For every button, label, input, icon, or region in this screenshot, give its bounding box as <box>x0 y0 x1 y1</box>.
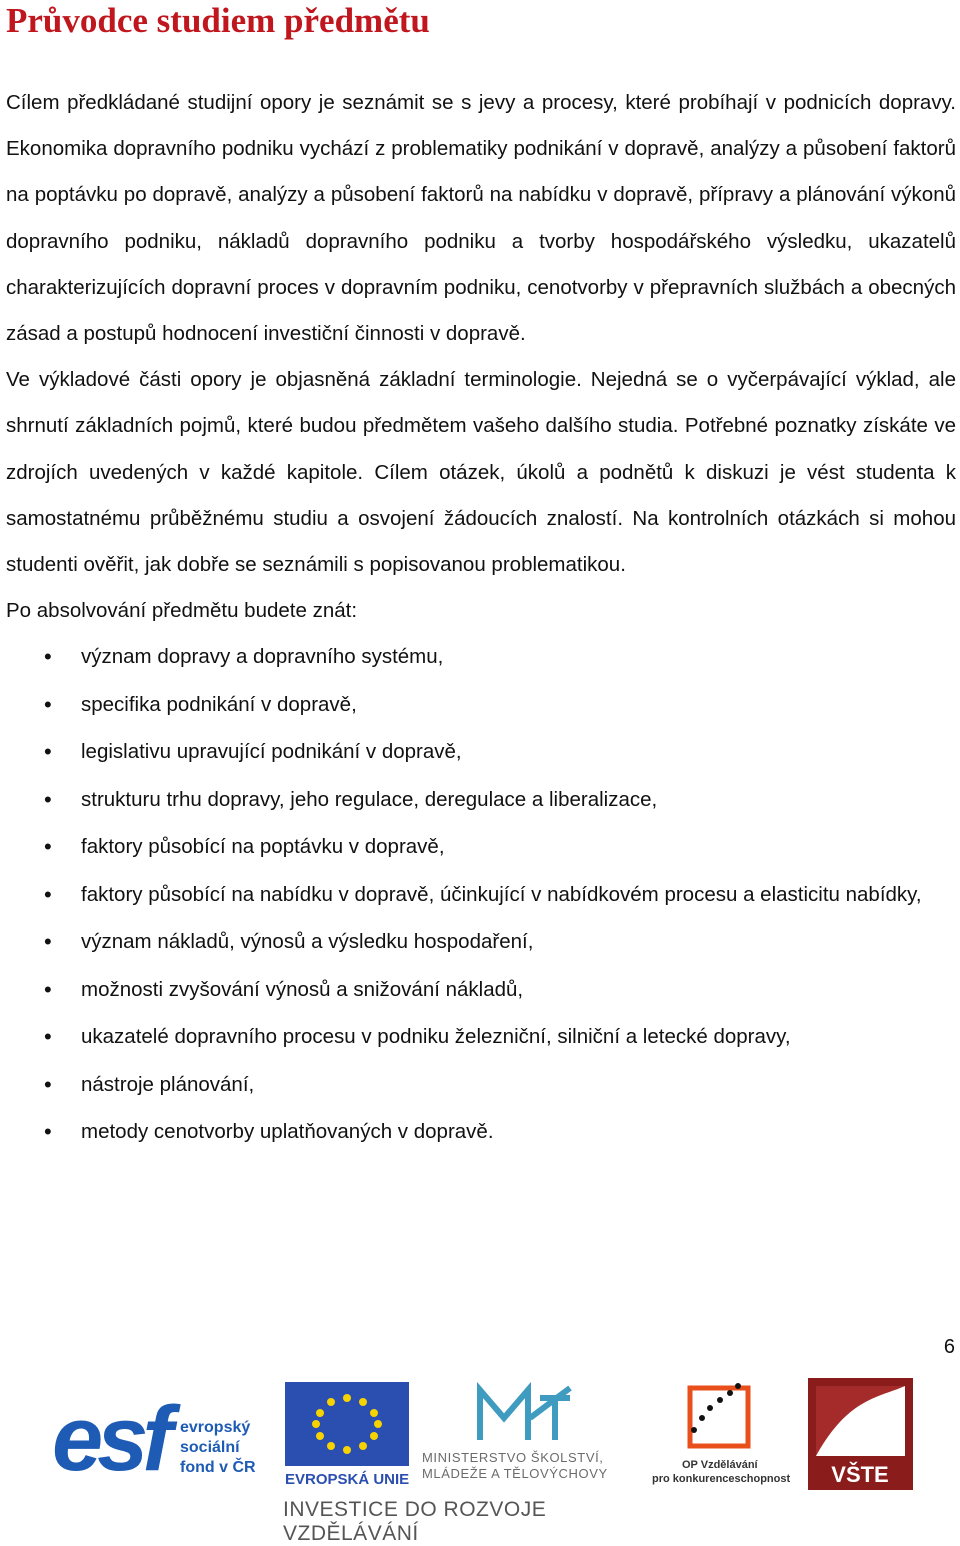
list-item: • specifika podnikání v dopravě, <box>6 682 956 729</box>
bullet-icon: • <box>44 739 52 765</box>
bullet-icon: • <box>44 929 52 955</box>
msmt-emblem-icon <box>480 1388 570 1440</box>
bullet-icon: • <box>44 976 52 1002</box>
paragraph-terminology: Ve výkladové části opory je objasněná základní terminologie. Nejedná se o vyčerpávající výklad, ale shrnutí základních pojmů, které budou předmětem vašeho dalšího studia. Potřebné poznatky získáte ve zdrojích uvedených v každé kapitole. Cílem otázek, úkolů a podnětů k diskuzi je vést studenta k samostatnému průběžnému studiu a osvojení žádoucích znalostí. Na kontrolních otázkách si mohou studenti ověřit, jak dobře se seznámili s popisovanou problematikou. <box>6 368 956 577</box>
msmt-label-line: MINISTERSTVO ŠKOLSTVÍ, <box>422 1450 604 1465</box>
esf-logo <box>52 1378 277 1488</box>
opvk-emblem-icon <box>690 1383 748 1446</box>
list-item: • strukturu trhu dopravy, jeho regulace, deregulace a liberalizace, <box>6 777 956 824</box>
opvk-label-line: OP Vzdělávání <box>682 1459 758 1471</box>
esf-text-line: evropský <box>180 1419 251 1436</box>
eu-label: EVROPSKÁ UNIE <box>285 1471 410 1488</box>
list-item: • nástroje plánování, <box>6 1062 956 1109</box>
bullet-icon: • <box>44 786 52 812</box>
msmt-label-line: MLÁDEŽE A TĚLOVÝCHOVY <box>422 1466 608 1481</box>
paragraph-intro: Cílem předkládané studijní opory je seznámit se s jevy a procesy, které probíhají v podnicích dopravy. Ekonomika dopravního podniku vychází z problematiky podnikání v dopravě, analýzy a působení faktorů na poptávku po dopravě, analýzy a působení faktorů na nabídku v dopravě, přípravy a plánování výkonů dopravního podniku, nákladů dopravního podniku a tvorby hospodářského výsledku, ukazatelů charakterizujících dopravní proces v dopravním podniku, cenotvorby v přepravních službách a obecných zásad a postupů hodnocení investiční činnosti v dopravě. <box>6 91 956 346</box>
learning-outcomes-list <box>6 634 956 1156</box>
bullet-icon: • <box>44 881 52 907</box>
bullet-icon: • <box>44 1119 52 1145</box>
list-intro: Po absolvování předmětu budete znát: <box>6 599 358 623</box>
list-item: • faktory působící na nabídku v dopravě, účinkující v nabídkovém procesu a elasticitu nabídky, <box>6 872 956 919</box>
list-item: • význam nákladů, výnosů a výsledku hospodaření, <box>6 919 956 966</box>
eu-flag-logo <box>283 1378 413 1488</box>
footer-slogan: INVESTICE DO ROZVOJE VZDĚLÁVÁNÍ <box>283 1498 547 1545</box>
page-number: 6 <box>943 1336 955 1358</box>
page-title: Průvodce studiem předmětu <box>6 1 430 40</box>
bullet-icon: • <box>44 1071 52 1097</box>
vste-label: VŠTE <box>831 1462 889 1487</box>
op-vk-logo <box>650 1378 795 1488</box>
vste-logo <box>808 1378 913 1490</box>
opvk-label-line: pro konkurenceschopnost <box>652 1473 791 1485</box>
list-item: • význam dopravy a dopravního systému, <box>6 634 956 681</box>
list-item: • ukazatelé dopravního procesu v podniku železniční, silniční a letecké dopravy, <box>6 1014 956 1061</box>
bullet-icon: • <box>44 1024 52 1050</box>
svg-text:esf: esf <box>52 1388 167 1488</box>
list-item: • faktory působící na poptávku v dopravě, <box>6 824 956 871</box>
bullet-icon: • <box>44 691 52 717</box>
document-body <box>6 80 956 1157</box>
esf-text-line: fond v ČR <box>180 1459 256 1476</box>
bullet-icon: • <box>44 834 52 860</box>
list-item: • možnosti zvyšování výnosů a snižování nákladů, <box>6 967 956 1014</box>
list-item: • legislativu upravující podnikání v dopravě, <box>6 729 956 776</box>
list-item: • metody cenotvorby uplatňovaných v dopravě. <box>6 1109 956 1156</box>
msmt-logo <box>420 1378 642 1488</box>
bullet-icon: • <box>44 644 52 670</box>
esf-text-line: sociální <box>180 1439 240 1456</box>
